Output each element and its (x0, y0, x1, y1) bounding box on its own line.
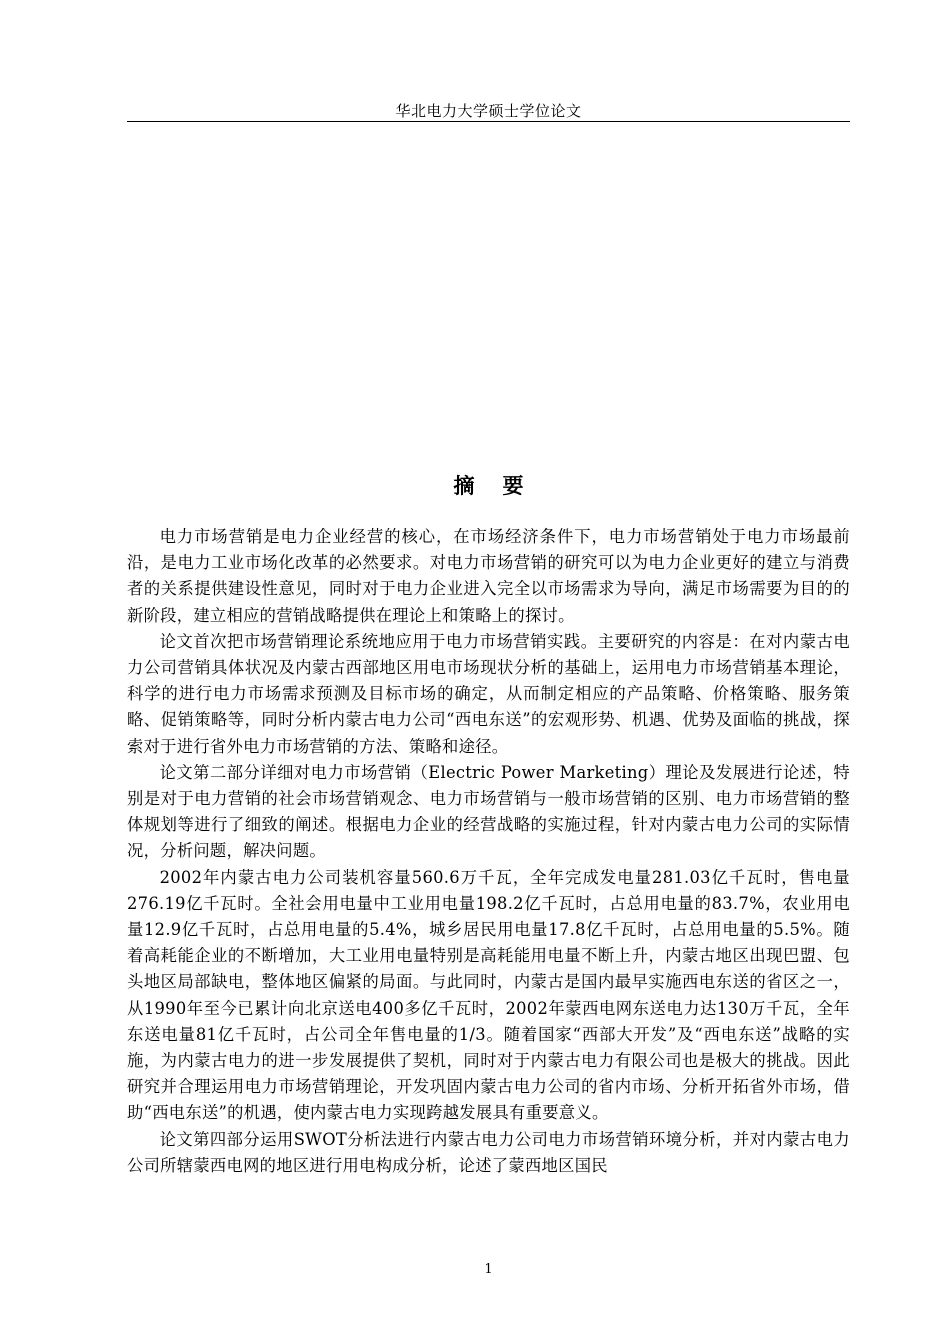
page-number: 1 (484, 1262, 493, 1277)
abstract-paragraph-5: 论文第四部分运用SWOT分析法进行内蒙古电力公司电力市场营销环境分析，并对内蒙古电力公司所辖蒙西电网的地区进行用电构成分析，论述了蒙西地区国民 (127, 1129, 850, 1175)
abstract-paragraph-2: 论文首次把市场营销理论系统地应用于电力市场营销实践。主要研究的内容是：在对内蒙古电力公司营销具体状况及内蒙古西部地区用电市场现状分析的基础上，运用电力市场营销基本理论，科学的进行电力市场需求预测及目标市场的确定，从而制定相应的产品策略、价格策略、服务策略、促销策略等，同时分析内蒙古电力公司“西电东送”的宏观形势、机遇、优势及面临的挑战，探索对于进行省外电力市场营销的方法、策略和途径。 (127, 631, 850, 756)
abstract-paragraph-4: 2002年内蒙古电力公司装机容量560.6万千瓦，全年完成发电量281.03亿千瓦时，售电量276.19亿千瓦时。全社会用电量中工业用电量198.2亿千瓦时，占总用电量的83.7%，农业用电量12.9亿千瓦时，占总用电量的5.4%，城乡居民用电量17.8亿千瓦时，占总用电量的5.5%。随着高耗能企业的不断增加，大工业用电量特别是高耗能用电量不断上升，内蒙古地区出现巴盟、包头地区局部缺电，整体地区偏紧的局面。与此同时，内蒙古是国内最早实施西电东送的省区之一，从1990年至今已累计向北京送电400多亿千瓦时，2002年蒙西电网东送电力达130万千瓦，全年东送电量81亿千瓦时，占公司全年售电量的1/3。随着国家“西部大开发”及“西电东送”战略的实施，为内蒙古电力的进一步发展提供了契机，同时对于内蒙古电力有限公司也是极大的挑战。因此研究并合理运用电力市场营销理论，开发巩固内蒙古电力公司的省内市场、分析开拓省外市场，借助“西电东送”的机遇，使内蒙古电力实现跨越发展具有重要意义。 (127, 867, 850, 1123)
abstract-paragraph-1: 电力市场营销是电力企业经营的核心，在市场经济条件下，电力市场营销处于电力市场最前沿，是电力工业市场化改革的必然要求。对电力市场营销的研究可以为电力企业更好的建立与消费者的关系提供建设性意见，同时对于电力企业进入完全以市场需求为导向，满足市场需要为目的的新阶段，建立相应的营销战略提供在理论上和策略上的探讨。 (127, 527, 850, 625)
abstract-paragraph-3: 论文第二部分详细对电力市场营销（Electric Power Marketing）理论及发展进行论述，特别是对于电力营销的社会市场营销观念、电力市场营销与一般市场营销的区别、电力市场营销的整体规划等进行了细致的阐述。根据电力企业的经营战略的实施过程，针对内蒙古电力公司的实际情况，分析问题，解决问题。 (127, 762, 850, 861)
running-header: 华北电力大学硕士学位论文 (395, 102, 582, 120)
abstract-title: 摘要 (453, 474, 552, 498)
header-rule (127, 121, 850, 122)
abstract-body (127, 524, 850, 1179)
